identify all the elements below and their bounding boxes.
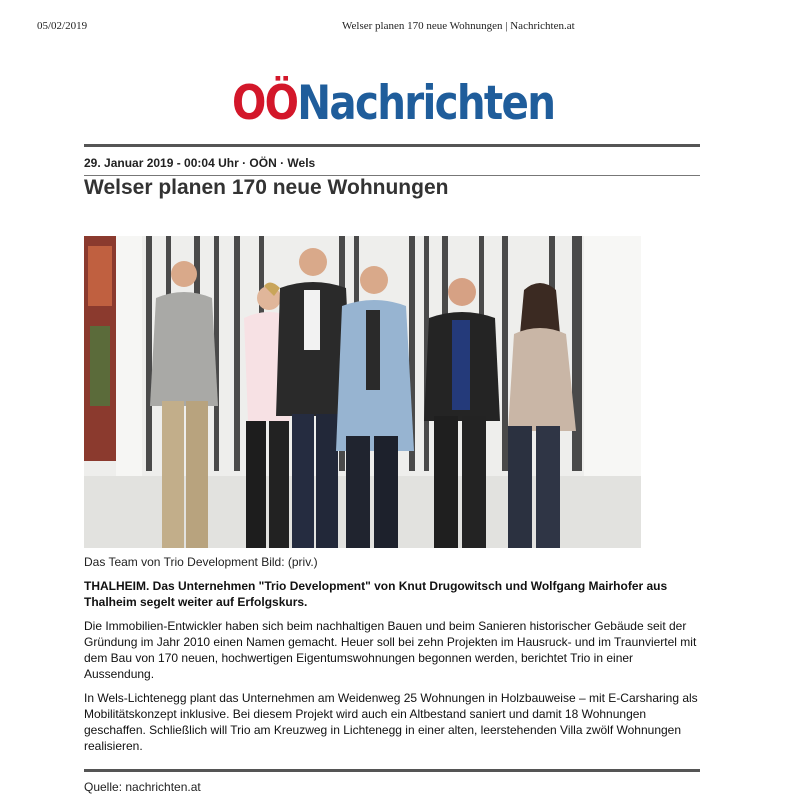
article-source: Quelle: nachrichten.at [84,780,201,794]
article-headline: Welser planen 170 neue Wohnungen [84,176,449,199]
print-page-title: Welser planen 170 neue Wohnungen | Nachrichten.at [342,20,575,32]
team-photo-illustration [84,236,641,548]
article-paragraph: Die Immobilien-Entwickler haben sich beim nachhaltigen Bauen und beim Sanieren historischer Gebäude seit der Gründung im Jahr 2010 einen Namen gemacht. Heuer soll bei zehn Projekten im Hausruck- und im Traunviertel mit dem Bau von 170 neuen, hochwertigen Eigentumswohnungen begonnen werden, berichtet Trio in einer Aussendung. [84,619,697,681]
article-meta: 29. Januar 2019 - 00:04 Uhr · OÖN · Wels [84,156,316,170]
ooen-logo[interactable] [232,74,555,134]
team-photo [84,236,641,548]
logo-part-nachrichten: Nachrichten [297,76,555,131]
image-caption: Das Team von Trio Development Bild: (priv.) [84,555,318,569]
logo-part-ooe: OÖ [232,76,298,131]
footer-divider [84,769,700,772]
article-lead: THALHEIM. Das Unternehmen "Trio Development" von Knut Drugowitsch und Wolfgang Mairhofer aus Thalheim segelt weiter auf Erfolgskurs. [84,579,668,609]
print-date: 05/02/2019 [37,20,88,32]
header-divider [84,144,700,147]
article-paragraph: In Wels-Lichtenegg plant das Unternehmen am Weidenweg 25 Wohnungen in Holzbauweise – mit E-Carsharing als Mobilitätskonzept inklusive. Bei diesem Projekt wird auch ein Altbestand saniert und damit 18 Wohnungen geschaffen. Schließlich will Trio am Kreuzweg in Lichtenegg in einer alten, leerstehenden Villa zwölf Wohnungen realisieren. [84,691,698,753]
print-header [37,20,763,34]
